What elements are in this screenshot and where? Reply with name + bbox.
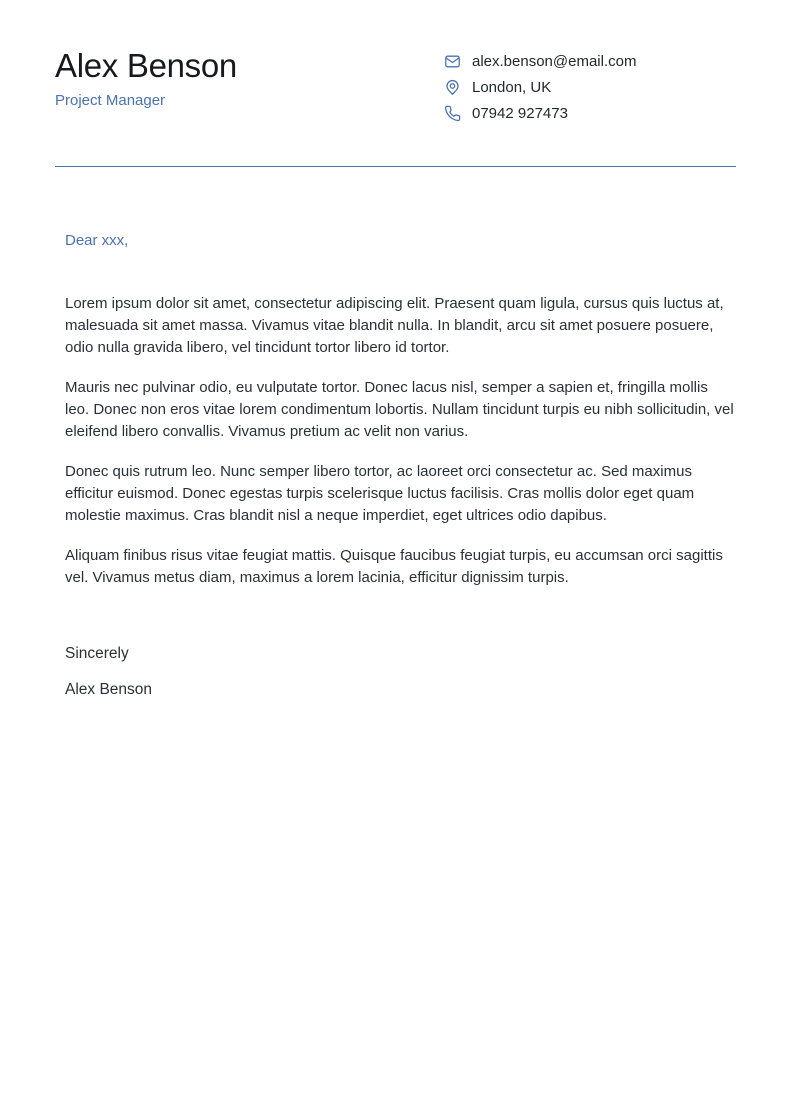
closing: Sincerely [65, 645, 129, 662]
author-name: Alex Benson [55, 47, 237, 84]
location-pin-icon [444, 79, 461, 96]
contact-email-value: alex.benson@email.com [472, 53, 637, 70]
letter-header [55, 48, 736, 122]
paragraph-3: Donec quis rutrum leo. Nunc semper libero tortor, ac laoreet orci consectetur ac. Sed maximus efficitur euismod. Donec egestas turpis scelerisque luctus facilisis. Cras mollis dolor eget quam molestie maximus. Cras blandit nisl a neque imperdiet, eget ultrices odio dapibus. [65, 463, 695, 524]
paragraph-4: Aliquam finibus risus vitae feugiat mattis. Quisque faucibus feugiat turpis, eu accumsan orci sagittis vel. Vivamus metus diam, maximus a lorem lacinia, efficitur dignissim turpis. [65, 547, 723, 586]
contact-location-row [444, 79, 736, 96]
contact-phone-value: 07942 927473 [472, 105, 568, 122]
letter-body [65, 232, 736, 701]
contact-phone-row [444, 105, 736, 122]
paragraph-2: Mauris nec pulvinar odio, eu vulputate tortor. Donec lacus nisl, semper a sapien et, fringilla mollis leo. Donec non eros vitae lorem condimentum lobortis. Nullam tincidunt turpis eu nibh sollicitudin, vel eleifend libero convallis. Vivamus pretium ac velit non varius. [65, 379, 734, 440]
salutation: Dear xxx, [65, 232, 129, 249]
paragraph-1: Lorem ipsum dolor sit amet, consectetur adipiscing elit. Praesent quam ligula, cursus quis luctus at, malesuada sit amet massa. Vivamus vitae blandit nulla. In blandit, arcu sit amet posuere posuere, odio nulla gravida libero, vel tincidunt tortor libero id tortor. [65, 295, 724, 356]
author-job-title: Project Manager [55, 92, 166, 109]
contact-email-row [444, 53, 736, 70]
signature-name: Alex Benson [65, 681, 153, 698]
author-identity [55, 48, 237, 110]
mail-icon [444, 53, 461, 70]
contact-location-value: London, UK [472, 79, 552, 96]
header-divider [55, 166, 736, 167]
contact-info [444, 53, 736, 122]
phone-icon [444, 105, 461, 122]
